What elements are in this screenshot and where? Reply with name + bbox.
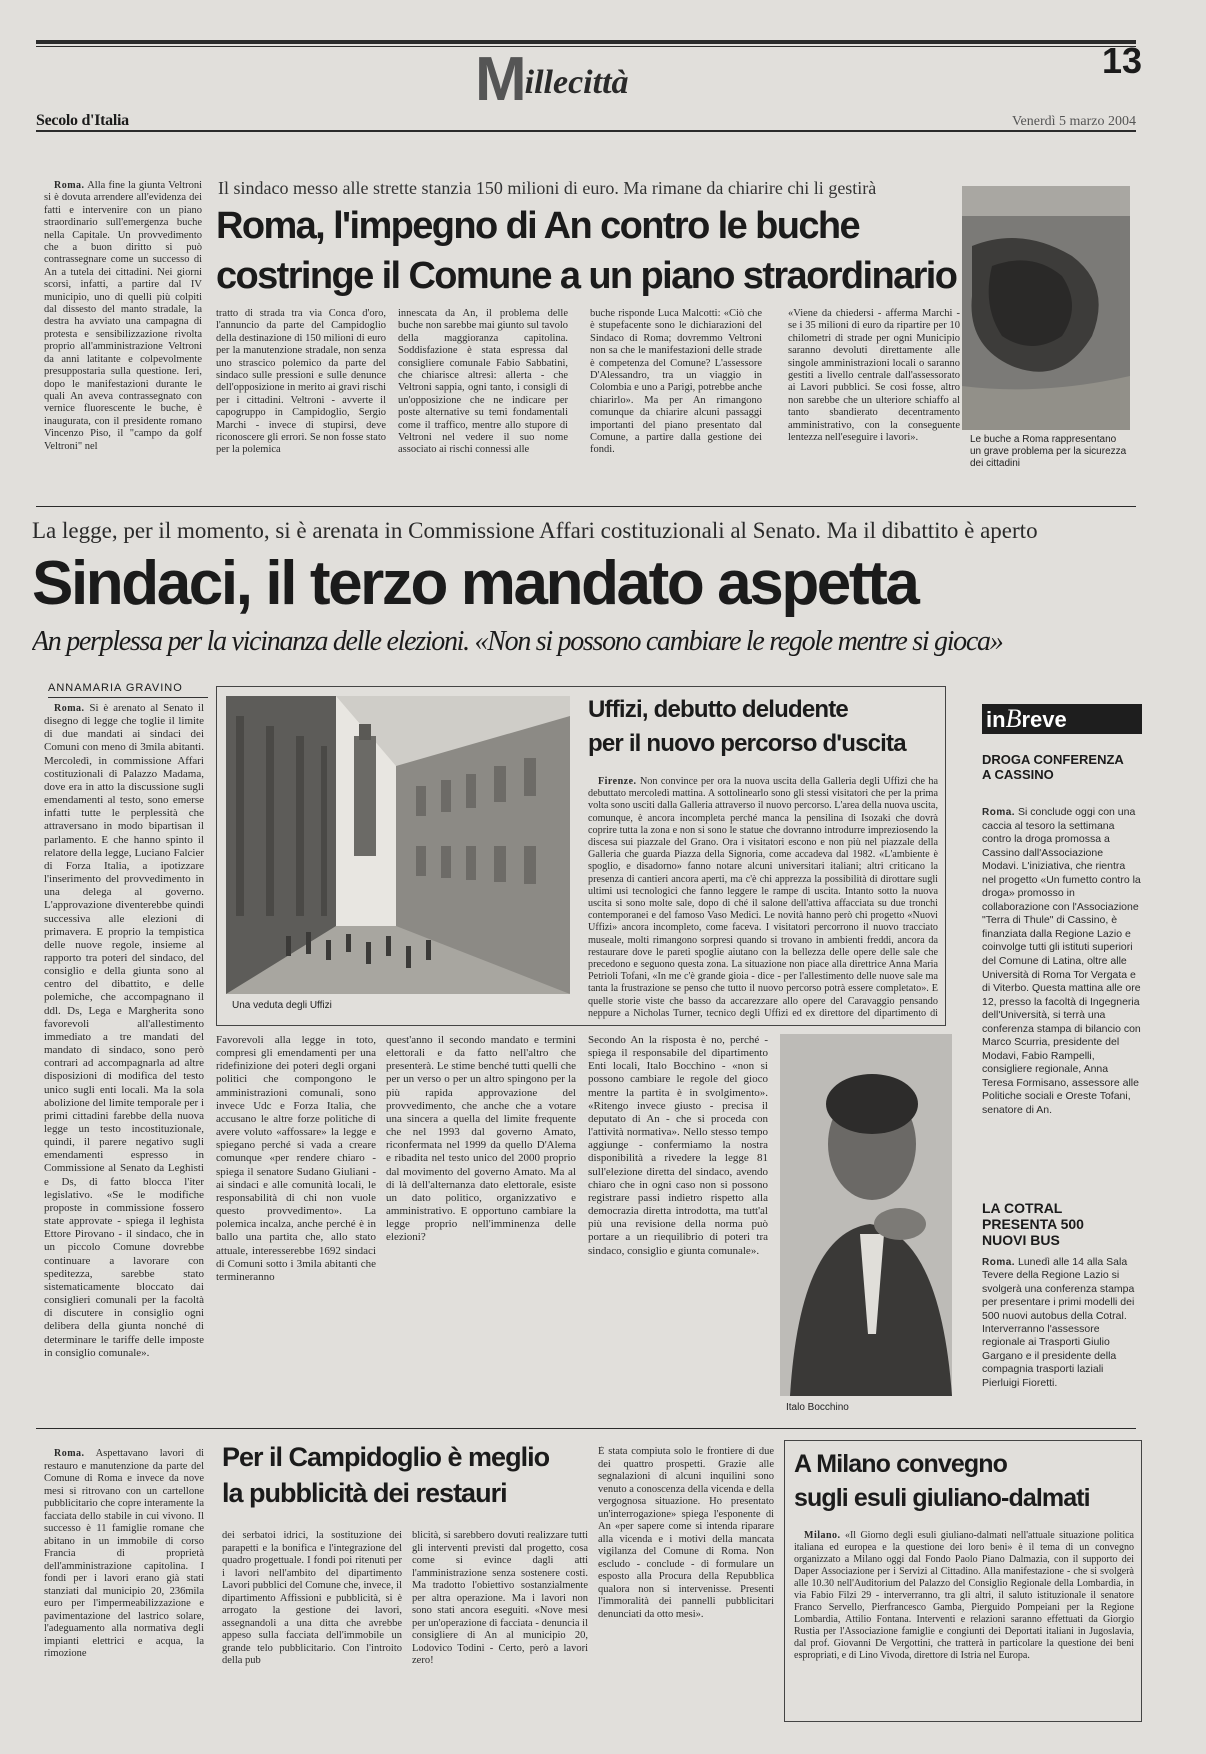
article1-col2: tratto di strada tra via Conca d'oro, l'annuncio da parte del Campidoglio della destinazione di 150 milioni di euro per la manutenzione stradale, non senza uno strascico polemico da parte del sindaco sulle pressioni e sulle denunce dell'opposizione in merito ai gravi rischi per i cittadini. Veltroni - avverte il capogruppo in Campidoglio, Sergio Marchi - invece di stupirsi, deve riconoscere gli errori. Se non fosse stato per la polemica <box>216 308 386 456</box>
breve-item1-title: DROGA CONFERENZA A CASSINO <box>982 752 1124 782</box>
article4-dateline: Roma. <box>54 1448 85 1459</box>
article1-headline-1: Roma, l'impegno di An contro le buche <box>216 205 860 247</box>
article2-byline: ANNAMARIA GRAVINO <box>48 682 208 698</box>
section-title <box>475 50 735 112</box>
article1-col3: innescata da An, il problema delle buche non sarebbe mai giunto sul tavolo della maggioranza capitolina. Soddisfazione è stata espressa dal consigliere comunale Fabio Sabbatini, che chiarisce altresì: allerta - che Veltroni sappia, ogni tanto, i consigli di un'opposizione che ne indicare per poste alternative su temi fondamentali come il traffico, mentre allo stupore di Veltroni nel vedere il suo nome associato ai rischi connessi alle <box>398 308 568 456</box>
article5-headline-2: sugli esuli giuliano-dalmati <box>794 1484 1090 1512</box>
article1-col1-text: Alla fine la giunta Veltroni si è dovuta arrendere all'evidenza dei fatti e intervenire con un piano straordinario sull'emergenza buche nella Capitale. Un provvedimento che a buon diritto si può contrassegnare come un successo di An a tutela dei cittadini. Nei giorni scorsi, infatti, a partire dal IV municipio, uno di quelli più colpiti dal dissesto del manto stradale, la destra ha avviato una campagna di protesta e sensibilizzazione rivolta proprio all'amministrazione Veltroni da anni latitante e colpevolmente presuppostaria sulla questione. Ieri, dopo le manifestazioni durante le quali An aveva contrassegnato con vernice fluorescente le buche, è inaugurata, con il presidente romano Vincenzo Piso, il "campo da golf Veltroni" nel <box>44 180 202 452</box>
article1-col1 <box>44 180 202 490</box>
article2-col3: quest'anno il secondo mandato e termini elettorali e da fatto nell'altro che presenterà. Le stime benché tutti quelli che per un verso o per un altro spingono per la più rapida approvazione del provvedimento, che anche che a votare una sincera a quella del limite frequente che nel 1993 dal governo Amato, riconfermata nel 1999 da quello D'Alema e ribadita nel testo unico del 2000 proprio dal movimento del governo Amato. Ma al di là dell'alternanza dato elettorale, esiste un dato politico, organizzativo e amministrativo. E opportuno cambiare la legge proprio nell'imminenza delle elezioni? <box>386 1034 576 1244</box>
in-breve-rest: reve <box>1021 707 1067 732</box>
top-rule <box>36 40 1136 44</box>
breve-item1 <box>982 806 1142 1186</box>
page-number: 13 <box>1101 40 1142 81</box>
uffizi-photo-caption: Una veduta degli Uffizi <box>232 1000 332 1011</box>
article1-col5: «Viene da chiedersi - afferma Marchi - se i 35 milioni di euro da ripartire per 10 chilometri di strade per ogni Municipio saranno devoluti direttamente alle singole amministrazioni locali o saranno gestiti a livello centrale dall'assessorato ai Lavori pubblici. Se così fosse, altro non sarebbe che un ulteriore schiaffo al tanto sbandierato decentramento amministrativo, con la conseguente lentezza nell'eseguire i lavori». <box>788 308 960 444</box>
in-breve-header <box>982 704 1142 734</box>
article2-kicker: La legge, per il momento, si è arenata in Commissione Affari costituzionali al Senato. Ma il dibattito è aperto <box>32 518 1038 543</box>
breve-item2-dateline: Roma. <box>982 1257 1016 1268</box>
masthead-rule <box>36 130 1136 132</box>
article3-headline-2: per il nuovo percorso d'uscita <box>588 730 906 757</box>
article4-col2: dei serbatoi idrici, la sostituzione dei parapetti e la bonifica e l'integrazione del quadro progettuale. I fondi poi ritenuti per i lavori nell'ambito del dipartimento Lavori pubblici del Comune che, invece, il dipartimento Affissioni e pubblicità, si è arrogato la gestione dei lavori, assegnandoli a una ditta che avrebbe appeso sulla facciata dell'immobile un grande telo pubblicitario. Con l'introito della pub <box>222 1530 402 1666</box>
article2-subhead: An perplessa per la vicinanza delle elezioni. «Non si possono cambiare le regole mentre si gioca» <box>32 626 1003 657</box>
article4-headline-1: Per il Campidoglio è meglio <box>222 1442 550 1472</box>
article1-col4: buche risponde Luca Malcotti: «Ciò che è stupefacente sono le dichiarazioni del Sindaco di Roma; dovremmo Veltroni non sa che le manifestazioni delle strade è competenza del Comune? L'assessore D'Alessandro, tra un viaggio in Colombia e uno a Parigi, potrebbe anche chiarirlo». Ma per An rimangono comunque da chiarire alcuni passaggi importanti del piano presentato dal Comune, a partire dalla gestione dei fondi. <box>590 308 762 456</box>
article2-headline: Sindaci, il terzo mandato aspetta <box>32 549 918 618</box>
pothole-photo-art <box>962 186 1130 430</box>
breve-item2 <box>982 1256 1142 1422</box>
in-breve-b: B <box>1005 704 1022 733</box>
section-title-rest: illecittà <box>524 64 629 101</box>
bocchino-photo <box>780 1034 952 1396</box>
top-rule-thin <box>36 46 1136 47</box>
article3-body <box>588 776 938 1020</box>
article4-col3: blicità, si sarebbero dovuti realizzare tutti gli interventi previsti dal progetto, cosa come si evince dagli atti l'amministrazione senza sostenere costi. Ma tradotto l'obiettivo sostanzialmente per altra operazione. Ma i lavori non sono stati ancora eseguiti. «Nove mesi per un'operazione di facciata - denuncia il consigliere di An al municipio 20, Lodovico Todini - Certo, però a lavori zero! <box>412 1530 588 1666</box>
article4-col4: È stata compiuta solo le frontiere di due dei quattro prospetti. Grazie alle segnalazioni di alcuni inquilini sono venuto a conoscenza della vicenda e della vergognosa situazione. Ho presentato un'interrogazione» spiega l'esponente di An «per sapere come si intenda riparare alla vicenda e i motivi della mancata vigilanza del Comune di Roma. Non escludo - conclude - di formulare un esposto alla Procura della Repubblica qualora non si intervenisse. Presenti l'immoralità dei pannelli pubblicitari denunciati da otto mesi». <box>598 1446 774 1620</box>
pothole-photo-caption: Le buche a Roma rappresentano un grave problema per la sicurezza dei cittadini <box>970 434 1127 469</box>
article3-headline-1: Uffizi, debutto deludente <box>588 696 848 723</box>
section-rule-1 <box>36 506 1136 507</box>
article3-dateline: Firenze. <box>598 776 637 787</box>
uffizi-photo <box>226 696 570 994</box>
article4-col1 <box>44 1448 204 1718</box>
article2-col1-text: Si è arenato al Senato il disegno di legge che toglie il limite di due mandati ai sindaci dei Comuni con meno di 3mila abitanti. Mercoledì, in commissione Affari costituzionali di Palazzo Madama, dove era in atto la discussione sugli emendamenti al testo, sono emerse infatti tutte le perplessità che attraversano in modo bipartisan il parlamento. E che hanno spinto il relatore della legge, Luciano Falcier di Forza Italia, a ipotizzare l'inserimento del provvedimento in una delega al governo. L'approvazione diventerebbe quindi successiva alle elezioni di primavera. E proprio la tempistica delle nuove regole, insieme al rapporto tra poteri del sindaco, del consiglio e della giunta sono al centro del dibattito, e delle polemiche, che accompagnano il ddl. Ds, Lega e Margherita sono favorevoli all'allestimento immediato a tre mandati del mandato di sindaco, sono però contrari ad accompagnarla ad altre disposizioni di modifica del testo unico sugli enti locali. Ma la sola abolizione del limite temporale per i primi cittadini farebbe della nuova legge un testo incostituzionale, quindi, il parere negativo sugli emendamenti espresso in Commissione al Senato da Leghisti e Ds, di fatto blocca l'iter legislativo. «Se le modifiche proposte in commissione fossero state approvate - spiega il leghista Ettore Pirovano - il sindaco, che in un piccolo Comune dovrebbe continuare a lavorare con speditezza, sarebbe stato sistematicamente bloccato dai consiglieri comunali per la facoltà di discutere in consiglio ogni delibera della giunta nonché di determinare le tariffe delle imposte in consiglio comunale». <box>44 702 204 1359</box>
section-title-initial: M <box>475 50 525 112</box>
article1-headline-2: costringe il Comune a un piano straordinario <box>216 255 957 297</box>
section-rule-2 <box>36 1428 1136 1429</box>
article5-body-text: «Il Giorno degli esuli giuliano-dalmati nell'attuale situazione politica italiana ed europea e la questione dei loro beni» è il tema di un convegno organizzato a Milano oggi dal Fondo Paolo Piano Dalmazia, con il supporto dei Daper Associazione per i Servizi al Cittadino. Alla manifestazione - che si svolgerà alle 10.30 nell'Auditorium del Palazzo del Consiglio Regionale della Lombardia, in via Fabio Filzi 29 - interverranno, tra gli altri, il saluto istituzionale il senatore Franco Servello, Pierfrancesco Gamba, Pierguido Pompeiani per la Regione Lombardia, Attilio Fontana. Interventi e relazioni saranno effettuati da Giorgio Rustia per l'Associazione famiglie e congiunti dei Deportati italiani in Jugoslavia, dal prof. Giovanni De Vergottini, che tratterà in particolare la questione dei beni espropriati, e di Lino Vivoda, direttore di Istria nel Europa. <box>794 1530 1134 1661</box>
paper-name: Secolo d'Italia <box>36 112 129 129</box>
breve-item1-text: Si conclude oggi con una caccia al tesoro la settimana contro la droga promossa a Cassino dall'Associazione Modavi. L'iniziativa, che rientra nel progetto «Un fumetto contro la droga» promosso in collaborazione con l'Associazione "Terra di Thule" di Cassino, è finanziata dalla Regione Lazio e coinvolge tutti gli istituti superiori del Comune di Latina, oltre alle Università di Roma Tor Vergata e di Viterbo. Questa mattina alle ore 12, presso la facoltà di Ingegneria dell'Università, si terrà una conferenza stampa di bilancio con Marco Scurria, presidente del Modavi, Fabio Rampelli, consigliere regionale, Anna Teresa Formisano, assessore alle Politiche sociali e Oreste Tofani, senatore di An. <box>982 806 1141 1117</box>
article1-dateline: Roma. <box>54 180 85 191</box>
article2-dateline: Roma. <box>54 703 85 714</box>
article4-col1-text: Aspettavano lavori di restauro e manutenzione da parte del Comune di Roma e invece da nove mesi si ritrovano con un cartellone pubblicitario che copre interamente la facciata dello stabile in cui vivono. Il successo è 11 famiglie romane che abitano in un immobile di corso Francia di proprietà dell'amministrazione capitolina. I fondi per i lavori erano già stati stanziati dal municipio 20, 236mila euro per l'impermeabilizzazione e pavimentazione del lastrico solare, l'adeguamento alla normativa degli impianti elettrici e acqua, la rimozione <box>44 1448 204 1659</box>
uffizi-photo-art <box>226 696 570 994</box>
breve-item2-text: Lunedì alle 14 alla Sala Tevere della Regione Lazio si svolgerà una conferenza stampa per presentare i primi modelli dei 500 nuovi autobus della Cotral. Interverranno l'assessore regionale ai Trasporti Giulio Gargano e il presidente della compagnia trasporti laziali Pierluigi Fioretti. <box>982 1256 1135 1389</box>
article3-body-text: Non convince per ora la nuova uscita della Galleria degli Uffizi che ha debuttato mercoledì mattina. A sottolinearlo sono gli stessi visitatori che per la prima volta sono usciti dalla Galleria attraverso il nuovo percorso. L'area della nuova uscita, comunque, è ancora incompleta perché manca la pensilina di Isozaki che dovrà coprire tutta la zona e non si sono le statue che dovranno introdurre impreziosendo la discesa sui piazzale del Grano. Ora i visitatori escono e non più nel piazzale della Galleria che guarda Piazza della Signoria, come accadeva dal 1982. «L'ambiente è spoglio, e disadorno» fanno notare alcuni universitari italiani; altri criticano la presenza di cantieri ancora aperti, ma c'è chi apprezza la possibilità di dirottare sugli ultimi usi tecnologici che fanno leggere le rampe di uscita. Intanto sotto la nuova uscita si sono molte sale, dopo di ché il salone dell'attiva affacciata su due tronchi contemporanei e del famoso Vaso Medici. Le novità hanno però chi progetto «Nuovi Uffizi» ancora incompleto, come faceva. I visitatori percorrono il nuovo tracciato museale, molti rimangono sorpresi quando si trovano in ambienti freddi, ancora da restaurare dove le pareti spoglie aiutano con la bellezza delle opere delle sale che precedono e seguono questa zona. La situazione non piace alla direttrice Anna Maria Petrioli Tofani, «In me c'è grande gioia - dice - per l'allestimento delle nuove sale ma tanta la frustrazione se penso che tutto il nuovo percorso potrà essere completato». E quelle storie viste che basso da accarezzare allo opere del Caravaggio pensando neppure a Nicholas Turner, tecnico degli Uffizi ed ex direttore del dipartimento di <box>588 776 938 1019</box>
bocchino-photo-art <box>780 1034 952 1396</box>
article5-dateline: Milano. <box>804 1530 841 1541</box>
breve-item1-dateline: Roma. <box>982 807 1016 818</box>
bocchino-photo-caption: Italo Bocchino <box>786 1402 849 1413</box>
article2-col1 <box>44 702 204 1412</box>
article2-col4: Secondo An la risposta è no, perché - spiega il responsabile del dipartimento Enti locali, Italo Bocchino - «non si possono cambiare le regole del gioco mentre la partita è in svolgimento». «Ritengo invece giusto - precisa il deputato di An - che si proceda con l'attività normativa». Nello stesso tempo aggiunge - confermiamo la nostra disponibilità a rivedere la legge 81 sull'elezione diretta del sindaco, avendo chiaro che in ogni caso non si possono registrare passi indietro rispetto alla democrazia diretta introdotta, ma tutt'al più una revisione della norma può portare a un riequilibrio di poteri tra sindaco, consiglio e giunta comunale». <box>588 1034 768 1257</box>
article5-headline-1: A Milano convegno <box>794 1450 1007 1478</box>
article2-col2: Favorevoli alla legge in toto, compresi gli emendamenti per una ridefinizione dei poteri degli organi politici che compongono le amministrazioni comunali, sono invece Udc e Forza Italia, che accusano le altre forze politiche di avere voluto «affossare» la legge e spiegano perché si vada a creare comunque «per rendere chiaro - spiega il senatore Sudano Giuliani - ai sindaci e alle comunità locali, le responsabilità di chi non vuole questo provvedimento». La polemica incalza, anche perché è in ballo una partita che, allo stato attuale, interesserebbe 1692 sindaci di Comuni sotto i 3mila abitanti che termineranno <box>216 1034 376 1283</box>
article5-body <box>794 1530 1134 1716</box>
article4-headline-2: la pubblicità dei restauri <box>222 1478 507 1508</box>
issue-date: Venerdì 5 marzo 2004 <box>1011 114 1136 129</box>
article1-kicker: Il sindaco messo alle strette stanzia 150 milioni di euro. Ma rimane da chiarire chi li gestirà <box>218 178 877 198</box>
breve-item2-title: LA COTRAL PRESENTA 500 NUOVI BUS <box>982 1200 1084 1248</box>
pothole-photo <box>962 186 1130 430</box>
in-breve-in: in <box>986 707 1006 732</box>
